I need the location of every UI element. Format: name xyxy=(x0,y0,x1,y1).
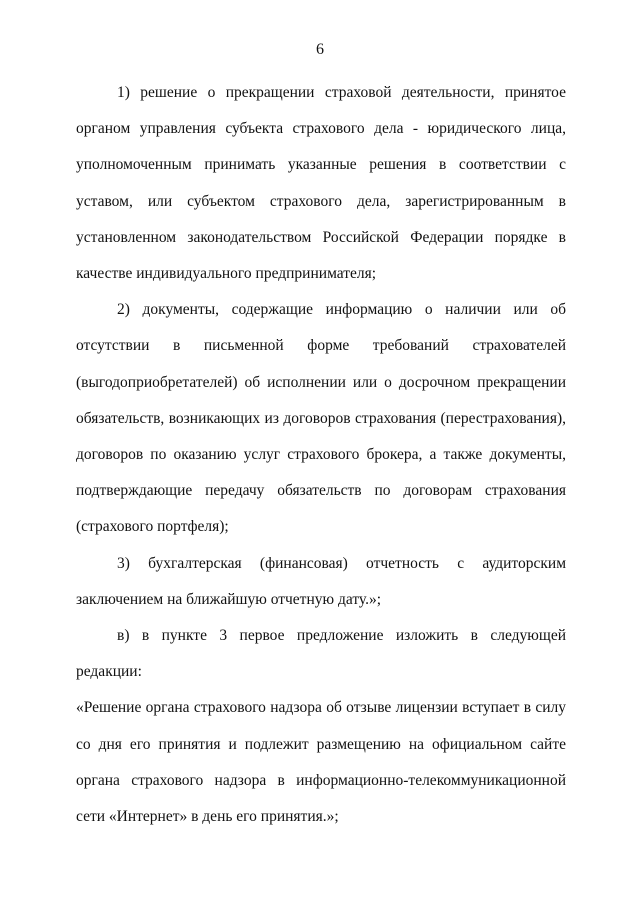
document-body xyxy=(76,75,566,835)
paragraph-item-1: 1) решение о прекращении страховой деятельности, принятое органом управления субъекта страхового дела - юридического лица, уполномоченным принимать указанные решения в соответствии с уставом, или субъектом страхового дела, зарегистрированным в установленном законодательством Российской Федерации порядке в качестве индивидуального предпринимателя; xyxy=(76,84,566,283)
paragraph-item-3: 3) бухгалтерская (финансовая) отчетность с аудиторским заключением на ближайшую отчетную дату.»; xyxy=(76,554,566,608)
paragraph-quoted-text: «Решение органа страхового надзора об отзыве лицензии вступает в силу со дня его принятия и подлежит размещению на официальном сайте органа страхового надзора в информационно-телекоммуникационной сети «Интернет» в день его принятия.»; xyxy=(76,699,566,826)
paragraph-item-2: 2) документы, содержащие информацию о наличии или об отсутствии в письменной форме требований страхователей (выгодоприобретателей) об исполнении или о досрочном прекращении обязательств, возникающих из договоров страхования (перестрахования), договоров по оказанию услуг страхового брокера, а также документы, подтверждающие передачу обязательств по договорам страхования (страхового портфеля); xyxy=(76,301,566,536)
page-number: 6 xyxy=(316,41,324,58)
paragraph-amendment-heading: в) в пункте 3 первое предложение изложить в следующей редакции: xyxy=(76,627,566,681)
